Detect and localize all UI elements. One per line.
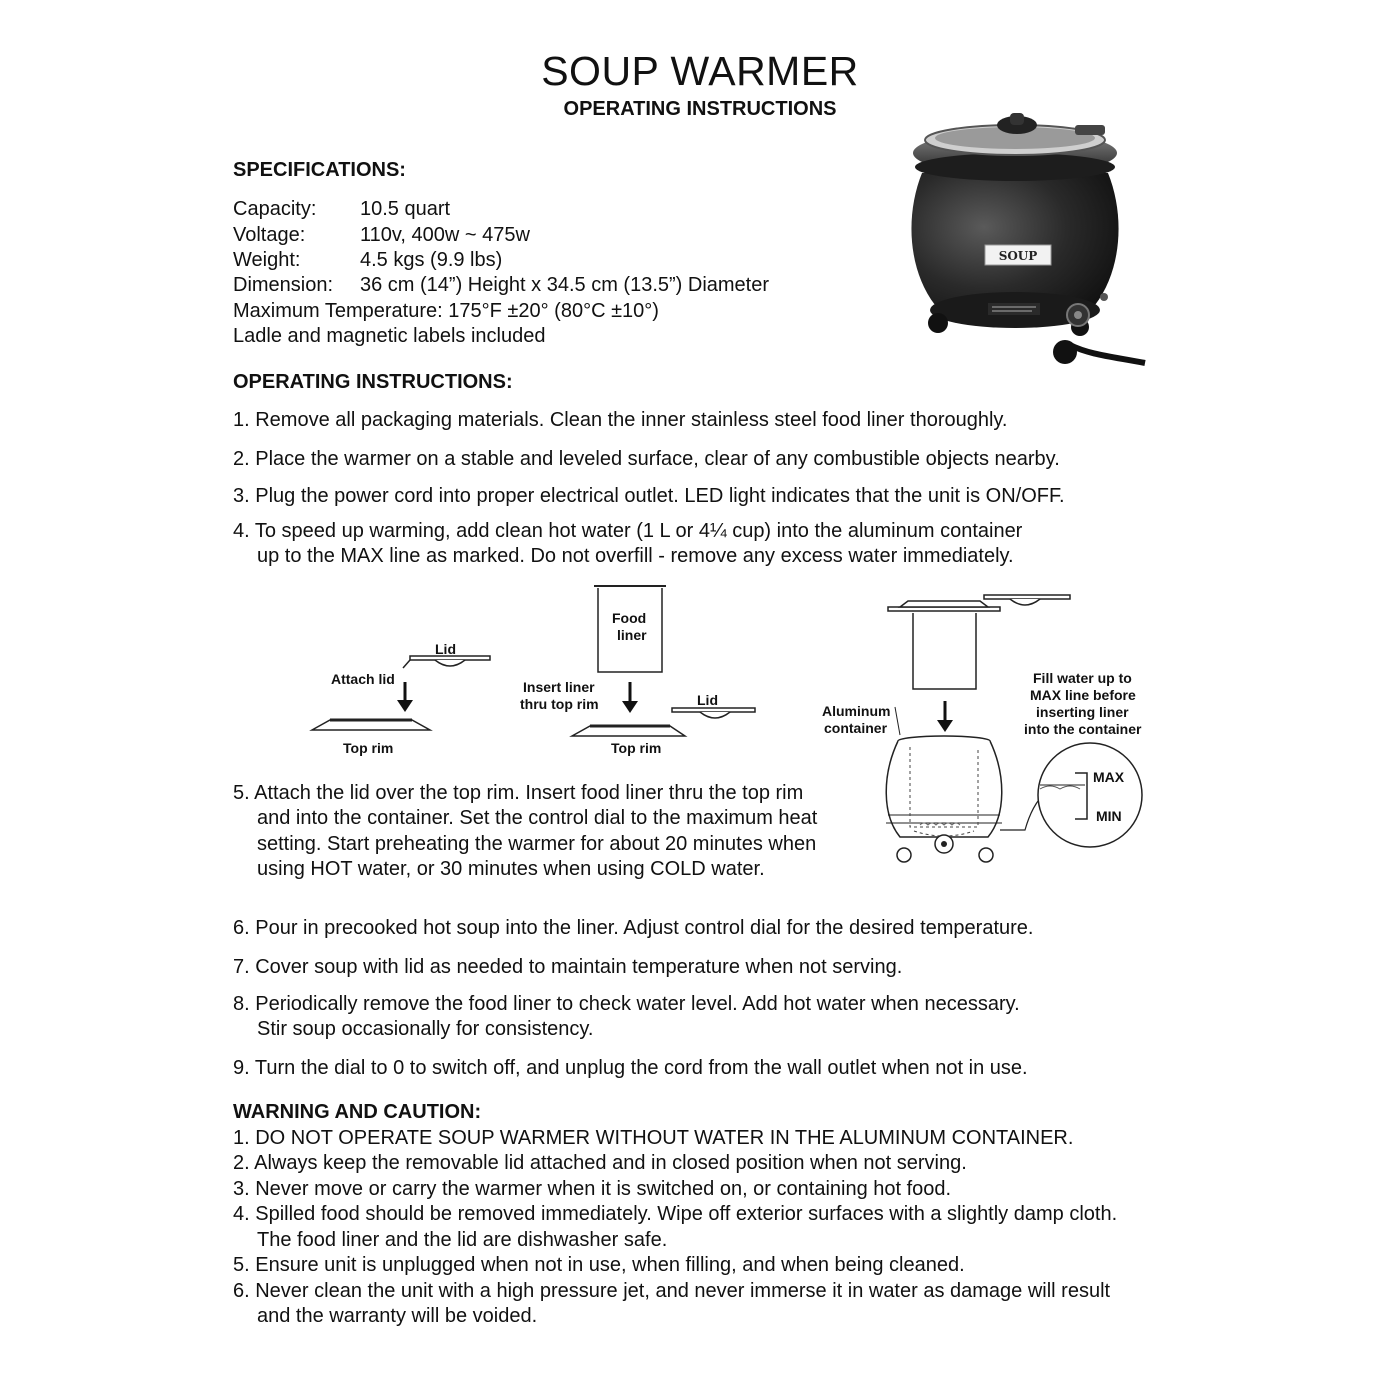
step-5-line-4: using HOT water, or 30 minutes when using COLD water.	[257, 858, 765, 880]
diagram-attach-lid	[300, 640, 500, 750]
step-5-line-3: setting. Start preheating the warmer for about 20 minutes when	[257, 833, 817, 855]
soup-label-text: SOUP	[998, 249, 1038, 263]
spec-dimension-label: Dimension:	[233, 274, 334, 296]
diagram2-insert-label-1: Insert liner	[523, 679, 595, 695]
diagram3-fill-label-2: MAX line before	[1030, 687, 1136, 703]
step-9: 9. Turn the dial to 0 to switch off, and unplug the cord from the wall outlet when not in use.	[233, 1057, 1028, 1079]
operating-heading: OPERATING INSTRUCTIONS:	[233, 371, 513, 393]
step-5-line-2: and into the container. Set the control dial to the maximum heat	[257, 807, 818, 829]
diagram3-aluminum-label-1: Aluminum	[822, 703, 891, 719]
diagram3-fill-label-3: inserting liner	[1036, 704, 1129, 720]
spec-voltage-value: 110v, 400w ~ 475w	[360, 224, 530, 246]
diagram2-rim-label: Top rim	[611, 740, 662, 756]
warning-3: 3. Never move or carry the warmer when it is switched on, or containing hot food.	[233, 1178, 952, 1200]
diagram2-food-label: Food	[612, 610, 647, 626]
spec-weight-value: 4.5 kgs (9.9 lbs)	[360, 249, 503, 271]
diagram3-max-label: MAX	[1093, 769, 1125, 785]
step-2: 2. Place the warmer on a stable and leveled surface, clear of any combustible objects nearby.	[233, 448, 1060, 470]
diagram-insert-liner	[560, 580, 780, 750]
warning-6-line-2: and the warranty will be voided.	[257, 1305, 538, 1327]
diagram1-attach-label: Attach lid	[331, 671, 395, 687]
diagram2-insert-label-2: thru top rim	[520, 696, 599, 712]
step-5-line-1: 5. Attach the lid over the top rim. Insert food liner thru the top rim	[233, 782, 804, 804]
step-6: 6. Pour in precooked hot soup into the liner. Adjust control dial for the desired temperature.	[233, 917, 1034, 939]
soup-warmer-photo	[900, 105, 1150, 375]
diagram3-fill-label-1: Fill water up to	[1033, 670, 1132, 686]
page-title: SOUP WARMER	[541, 48, 859, 94]
step-4-line-2: up to the MAX line as marked. Do not overfill - remove any excess water immediately.	[257, 545, 1014, 567]
warning-1: 1. DO NOT OPERATE SOUP WARMER WITHOUT WATER IN THE ALUMINUM CONTAINER.	[233, 1127, 1074, 1149]
step-8-line-1: 8. Periodically remove the food liner to check water level. Add hot water when necessary.	[233, 993, 1020, 1015]
warning-2: 2. Always keep the removable lid attached and in closed position when not serving.	[233, 1152, 967, 1174]
step-1: 1. Remove all packaging materials. Clean the inner stainless steel food liner thoroughly.	[233, 409, 1008, 431]
spec-dimension-value: 36 cm (14”) Height x 34.5 cm (13.5”) Diameter	[360, 274, 770, 296]
diagram3-aluminum-label-2: container	[824, 720, 888, 736]
step-4-line-1: 4. To speed up warming, add clean hot water (1 L or 4¼ cup) into the aluminum container	[233, 520, 1023, 542]
specifications-heading: SPECIFICATIONS:	[233, 159, 406, 181]
step-3: 3. Plug the power cord into proper electrical outlet. LED light indicates that the unit is ON/OFF.	[233, 485, 1065, 507]
diagram1-rim-label: Top rim	[343, 740, 394, 756]
spec-weight-label: Weight:	[233, 249, 301, 271]
spec-voltage-label: Voltage:	[233, 224, 306, 246]
warning-6-line-1: 6. Never clean the unit with a high pressure jet, and never immerse it in water as damage will result	[233, 1280, 1111, 1302]
step-7: 7. Cover soup with lid as needed to maintain temperature when not serving.	[233, 956, 903, 978]
spec-capacity-label: Capacity:	[233, 198, 317, 220]
page-subtitle: OPERATING INSTRUCTIONS	[563, 98, 837, 120]
step-8-line-2: Stir soup occasionally for consistency.	[257, 1018, 594, 1040]
spec-capacity-value: 10.5 quart	[360, 198, 451, 220]
spec-max-temperature: Maximum Temperature: 175°F ±20° (80°C ±10°)	[233, 300, 659, 322]
diagram2-lid-label: Lid	[697, 692, 718, 708]
warning-4-line-1: 4. Spilled food should be removed immediately. Wipe off exterior surfaces with a slightly damp cloth.	[233, 1203, 1118, 1225]
warning-5: 5. Ensure unit is unplugged when not in use, when filling, and when being cleaned.	[233, 1254, 965, 1276]
warning-heading: WARNING AND CAUTION:	[233, 1101, 482, 1123]
spec-included-items: Ladle and magnetic labels included	[233, 325, 546, 347]
diagram3-min-label: MIN	[1096, 808, 1122, 824]
diagram3-fill-label-4: into the container	[1024, 721, 1142, 737]
warning-4-line-2: The food liner and the lid are dishwasher safe.	[257, 1229, 668, 1251]
diagram2-liner-label: liner	[617, 627, 647, 643]
diagram1-lid-label: Lid	[435, 641, 456, 657]
